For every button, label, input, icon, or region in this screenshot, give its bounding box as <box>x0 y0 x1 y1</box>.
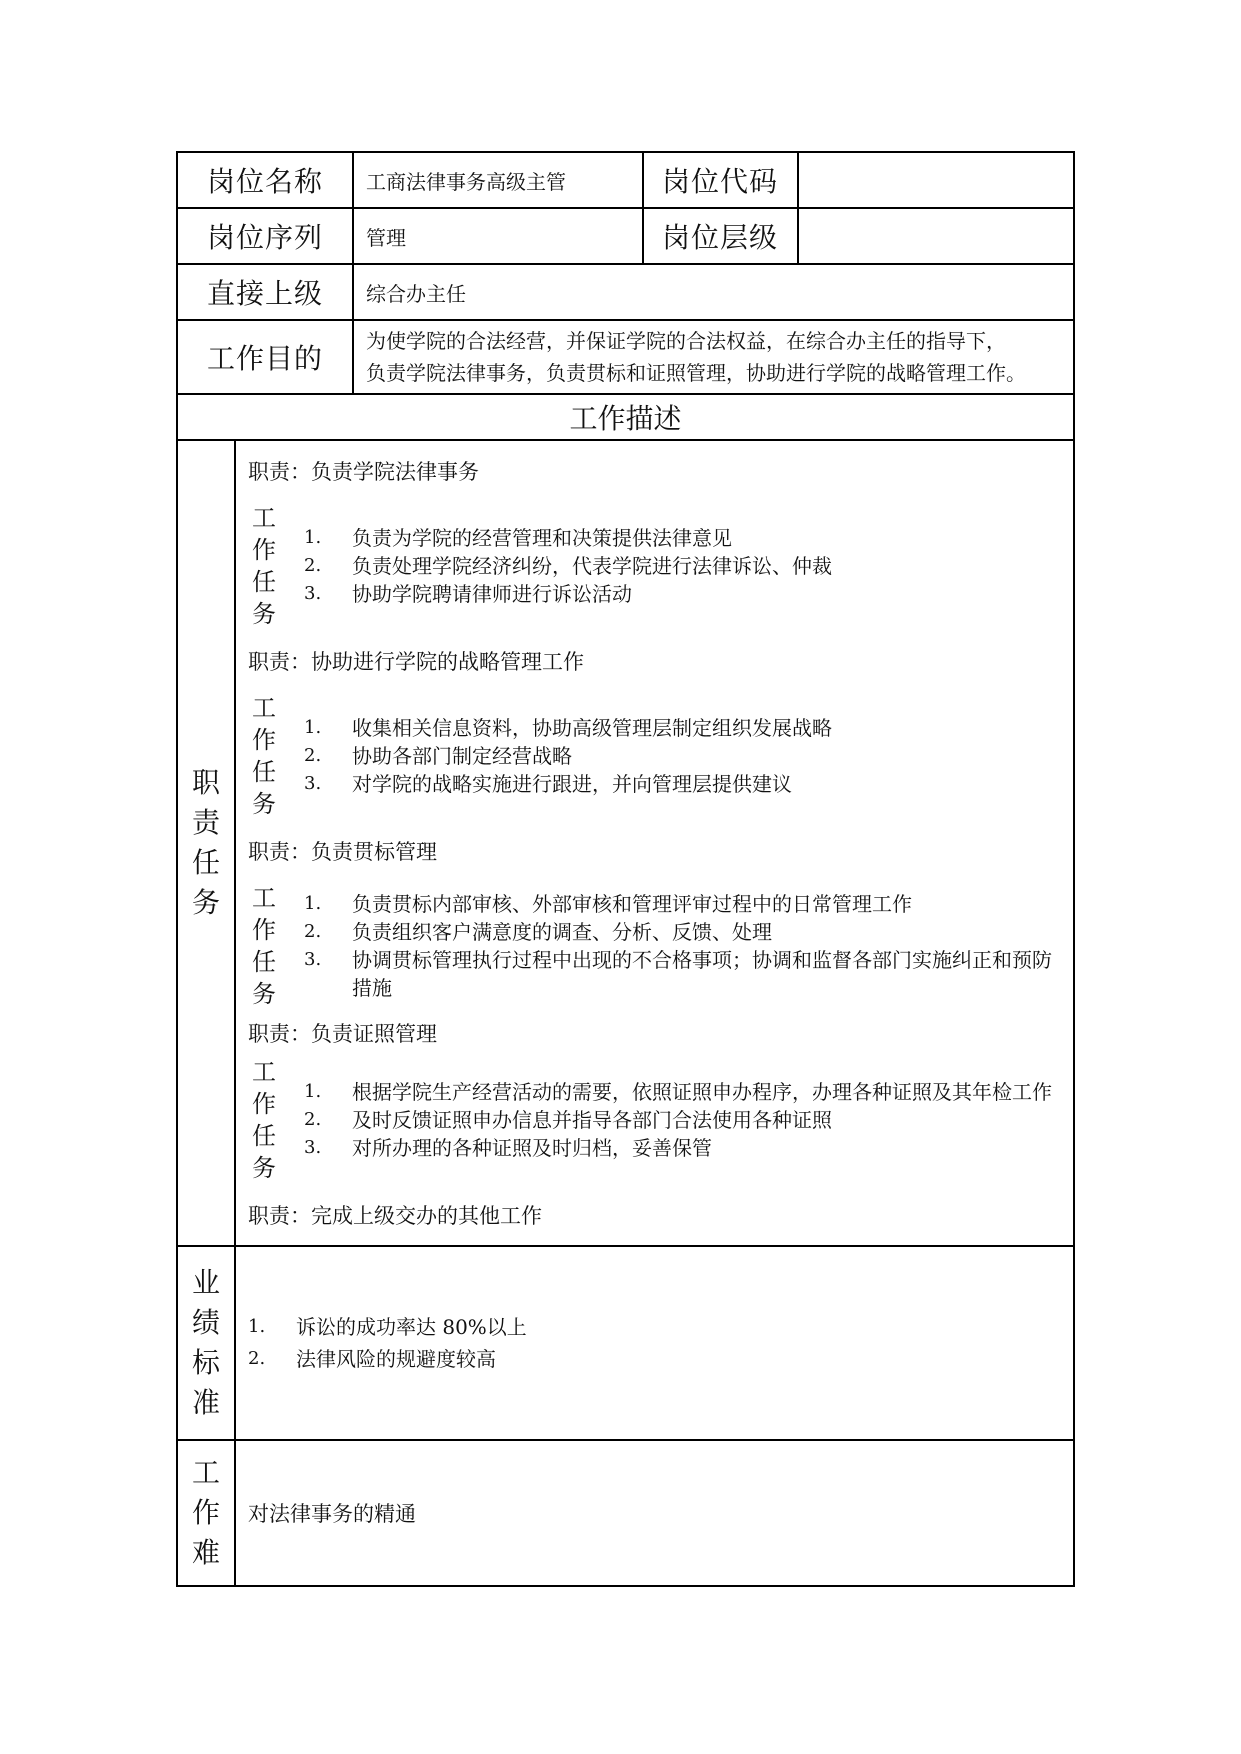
difficulty-content: 对法律事务的精通 <box>235 1440 1074 1586</box>
row-difficulty <box>177 1440 1074 1586</box>
performance-content <box>235 1246 1074 1440</box>
section-title-description: 工作描述 <box>177 394 1074 440</box>
duty-title: 职责：负责证照管理 <box>248 1022 437 1046</box>
label-position-name: 岗位名称 <box>177 152 353 208</box>
duty-title: 职责：负责学院法律事务 <box>248 460 479 484</box>
list-item: 1. 负责为学院的经营管理和决策提供法律意见 <box>304 526 732 550</box>
list-item: 2. 法律风险的规避度较高 <box>248 1347 496 1371</box>
list-item: 2. 协助各部门制定经营战略 <box>304 744 572 768</box>
duty-title: 职责：负责贯标管理 <box>248 840 437 864</box>
row-description-title <box>177 394 1074 440</box>
purpose-line-2: 负责学院法律事务，负责贯标和证照管理，协助进行学院的战略管理工作。 <box>366 361 1027 385</box>
list-item: 1. 根据学院生产经营活动的需要，依照证照申办程序，办理各种证照及其年检工作 <box>304 1080 1052 1104</box>
row-work-purpose <box>177 320 1074 394</box>
responsibilities-content <box>235 440 1074 1246</box>
form-table <box>176 151 1075 1587</box>
label-direct-superior: 直接上级 <box>177 264 353 320</box>
value-work-purpose <box>353 320 1074 394</box>
label-position-sequence: 岗位序列 <box>177 208 353 264</box>
list-item: 1. 负责贯标内部审核、外部审核和管理评审过程中的日常管理工作 <box>304 892 912 916</box>
label-difficulty: 工 作 难 <box>177 1440 235 1586</box>
label-performance: 业 绩 标 准 <box>177 1246 235 1440</box>
task-list <box>292 1055 1073 1185</box>
value-position-sequence: 管理 <box>353 208 643 264</box>
list-item: 2. 及时反馈证照申办信息并指导各部门合法使用各种证照 <box>304 1108 832 1132</box>
task-label: 工 作 任 务 <box>252 1058 276 1182</box>
row-performance <box>177 1246 1074 1440</box>
task-list <box>292 881 1073 1011</box>
list-item: 2. 负责处理学院经济纠纷，代表学院进行法律诉讼、仲裁 <box>304 554 832 578</box>
list-item: 2. 负责组织客户满意度的调查、分析、反馈、处理 <box>304 920 772 944</box>
value-position-level <box>798 208 1074 264</box>
list-item: 3. 协调贯标管理执行过程中出现的不合格事项；协调和监督各部门实施纠正和预防措施 <box>304 948 1052 1000</box>
job-description-form <box>176 151 1073 1587</box>
label-position-code: 岗位代码 <box>643 152 798 208</box>
row-direct-superior <box>177 264 1074 320</box>
task-label: 工 作 任 务 <box>252 884 276 1008</box>
value-direct-superior: 综合办主任 <box>353 264 1074 320</box>
list-item: 3. 对学院的战略实施进行跟进，并向管理层提供建议 <box>304 772 792 796</box>
row-position-sequence <box>177 208 1074 264</box>
task-label: 工 作 任 务 <box>252 694 276 818</box>
task-label: 工 作 任 务 <box>252 504 276 628</box>
task-list <box>292 691 1073 821</box>
purpose-line-1: 为使学院的合法经营，并保证学院的合法权益，在综合办主任的指导下， <box>366 329 1007 353</box>
list-item: 3. 对所办理的各种证照及时归档，妥善保管 <box>304 1136 712 1160</box>
list-item: 1. 诉讼的成功率达 80%以上 <box>248 1315 527 1339</box>
duty-title: 职责：完成上级交办的其他工作 <box>248 1204 542 1228</box>
label-work-purpose: 工作目的 <box>177 320 353 394</box>
task-list <box>292 501 1073 631</box>
label-responsibilities: 职 责 任 务 <box>177 440 235 1246</box>
duty-title: 职责：协助进行学院的战略管理工作 <box>248 650 584 674</box>
duties-table <box>236 441 1073 1245</box>
row-responsibilities <box>177 440 1074 1246</box>
list-item: 3. 协助学院聘请律师进行诉讼活动 <box>304 582 632 606</box>
row-position-name <box>177 152 1074 208</box>
list-item: 1. 收集相关信息资料，协助高级管理层制定组织发展战略 <box>304 716 832 740</box>
value-position-code <box>798 152 1074 208</box>
value-position-name: 工商法律事务高级主管 <box>353 152 643 208</box>
label-position-level: 岗位层级 <box>643 208 798 264</box>
